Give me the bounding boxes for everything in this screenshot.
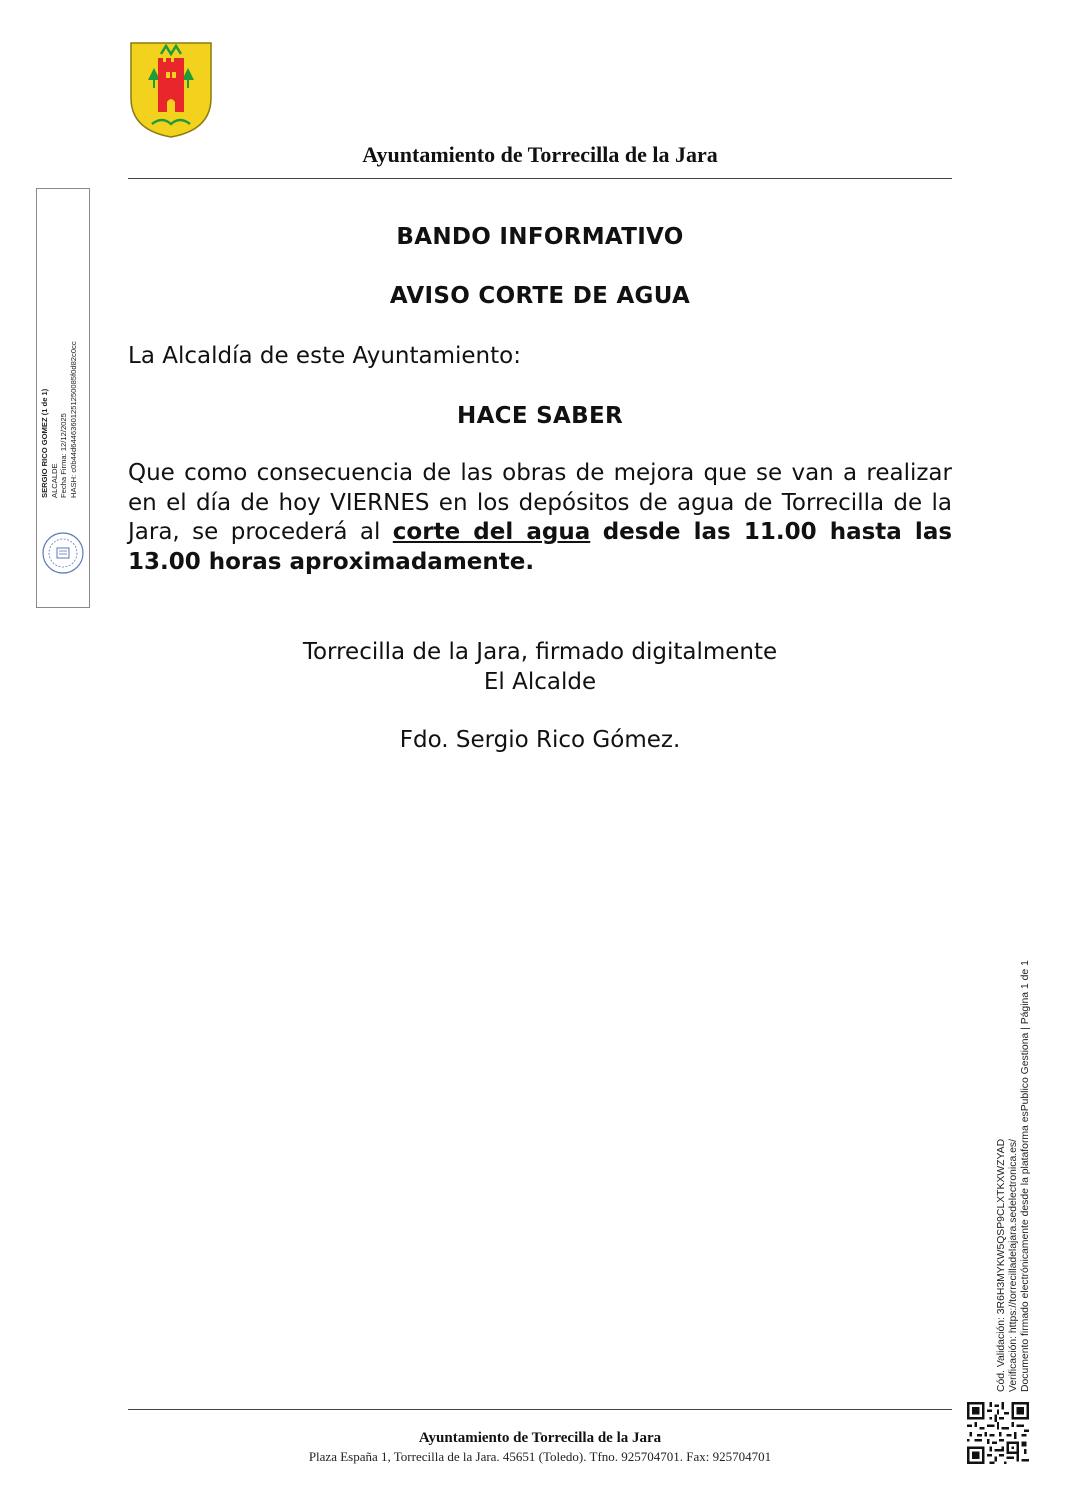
- validation-url: Verificación: https://torrecilladelajara.sedelectronica.es/: [1008, 1139, 1019, 1392]
- closing-role: El Alcalde: [483, 668, 597, 695]
- closing-place: Torrecilla de la Jara, firmado digitalmente: [302, 639, 778, 665]
- signature-stamp-text: [40, 308, 78, 498]
- validation-code: Cód. Validación: 3R6H3MYKW5QSP9CLXTKXWZYAD: [996, 1138, 1007, 1392]
- closing-block: [128, 638, 952, 697]
- notice-underlined-text: corte del agua: [392, 519, 591, 545]
- notice-time-text: desde las 11.00 hasta las 13.00 horas aproximadamente.: [128, 519, 953, 575]
- footer-divider: [128, 1409, 952, 1410]
- signer-role: ALCALDE: [49, 463, 59, 498]
- notice-text: Que como consecuencia de las obras de mejora que se van a realizar en el día de hoy VIERNES en los depósitos de agua de Torrecilla de la Jara, se procederá al: [128, 460, 952, 545]
- hace-saber-heading: HACE SABER: [457, 403, 623, 429]
- qr-code-icon: [967, 1402, 1029, 1464]
- signature-date: Fecha Firma: 12/12/2025: [59, 413, 68, 498]
- validation-text: [996, 932, 1032, 1392]
- coat-of-arms-icon: [128, 40, 214, 140]
- document-heading: BANDO INFORMATIVO: [396, 224, 684, 250]
- signature-hash: HASH: c0b44d64463601251250085f0d82c0cc: [68, 341, 78, 498]
- document-subheading: AVISO CORTE DE AGUA: [389, 283, 691, 309]
- intro-text: La Alcaldía de este Ayuntamiento:: [128, 343, 521, 369]
- footer-title: Ayuntamiento de Torrecilla de la Jara: [418, 1430, 662, 1446]
- header-divider: [128, 178, 952, 179]
- official-seal-icon: [41, 531, 85, 575]
- signer-name: SERGIO RICO GOMEZ (1 de 1): [40, 388, 49, 498]
- signature-line: Fdo. Sergio Rico Gómez.: [399, 727, 681, 753]
- notice-paragraph: [128, 459, 952, 577]
- header-title: Ayuntamiento de Torrecilla de la Jara: [362, 142, 718, 167]
- footer-address: Plaza España 1, Torrecilla de la Jara. 45651 (Toledo). Tfno. 925704701. Fax: 925704701: [308, 1449, 772, 1464]
- document-body: [128, 218, 952, 753]
- validation-note: Documento firmado electrónicamente desde la plataforma esPublico Gestiona | Página 1 de 1: [1020, 960, 1031, 1392]
